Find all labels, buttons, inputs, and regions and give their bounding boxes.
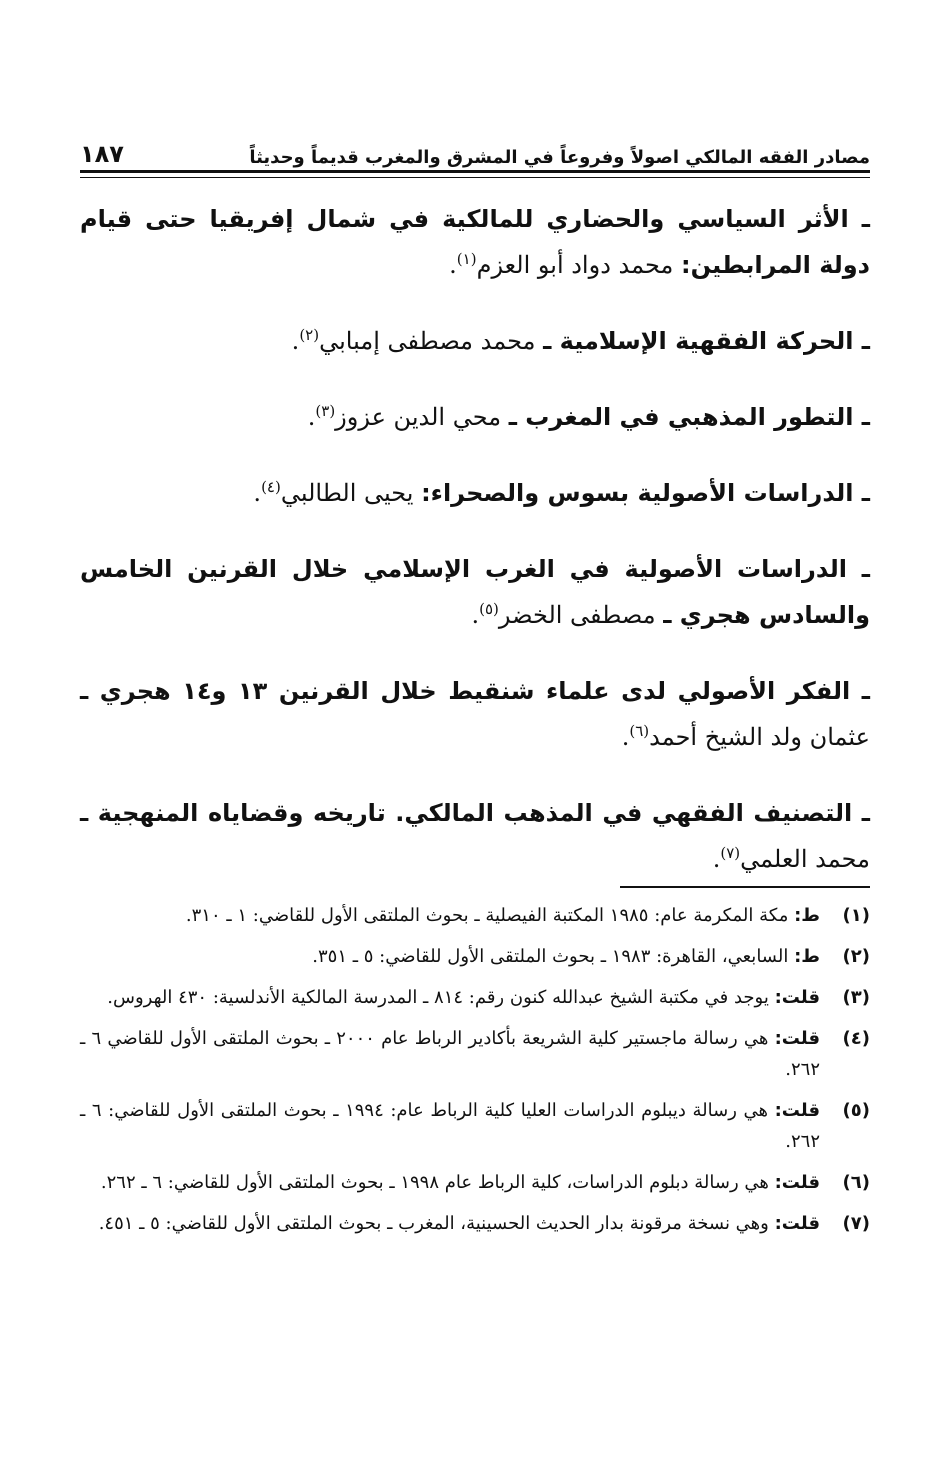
footnote bbox=[80, 1023, 870, 1085]
footnote-number: (٣) bbox=[842, 987, 870, 1008]
bibliography-entry: ـ التصنيف الفقهي في المذهب المالكي. تاريخه وقضاياه المنهجية ـ محمد العلمي$^{(٧)}$. bbox=[80, 799, 870, 873]
footnote-text: هي رسالة دبلوم الدراسات، كلية الرباط عام ١٩٩٨ ـ بحوث الملتقى الأول للقاضي: ٦ ـ ٢٦٢. bbox=[100, 1172, 769, 1193]
entry-author: محي الدين عزوز bbox=[335, 403, 502, 431]
footnote-label: ط: bbox=[794, 946, 820, 967]
footnote-reference[interactable]: (٧) bbox=[720, 844, 741, 862]
footnote bbox=[80, 941, 870, 972]
entry-author: عثمان ولد الشيخ أحمد bbox=[649, 723, 870, 751]
footnote-body bbox=[80, 900, 820, 931]
entry-author: محمد مصطفى إمبابي bbox=[319, 327, 536, 355]
footnote-text: هي رسالة ديبلوم الدراسات العليا كلية الرباط عام: ١٩٩٤ ـ بحوث الملتقى الأول للقاضي: ٦ ـ ٢٦٢. bbox=[80, 1100, 820, 1152]
footnote bbox=[80, 900, 870, 931]
footnote-reference[interactable]: (٦) bbox=[629, 722, 650, 740]
footnote-body bbox=[80, 1167, 820, 1198]
footnote-reference[interactable]: (٥) bbox=[479, 600, 499, 618]
footnote-body bbox=[80, 1023, 820, 1085]
running-title: مصادر الفقه المالكي اصولاً وفروعاً في المشرق والمغرب قديماً وحديثاً bbox=[249, 147, 870, 168]
footnote-number: (٤) bbox=[842, 1028, 870, 1049]
footnote-separator bbox=[620, 886, 870, 888]
bibliography-entry: ـ الفكر الأصولي لدى علماء شنقيط خلال القرنين ١٣ و١٤ هجري ـ عثمان ولد الشيخ أحمد$^{(٦)}$. bbox=[80, 677, 870, 751]
footnote-number: (١) bbox=[842, 905, 870, 926]
footnote-body bbox=[80, 941, 820, 972]
footnote-label: قلت: bbox=[774, 987, 820, 1008]
footnote-text: يوجد في مكتبة الشيخ عبدالله كنون رقم: ٨١٤ ـ المدرسة المالكية الأندلسية: ٤٣٠ الهروس. bbox=[107, 987, 769, 1008]
footnote bbox=[80, 1208, 870, 1239]
entry-author: يحيى الطالبي bbox=[280, 479, 414, 507]
footnote-body bbox=[80, 982, 820, 1013]
bibliography-entry: ـ التطور المذهبي في المغرب ـ محي الدين عزوز$^{(٣)}$. bbox=[307, 402, 870, 431]
footnote-body bbox=[80, 1095, 820, 1157]
footnotes bbox=[80, 900, 870, 1249]
bibliography-entry: ـ الدراسات الأصولية بسوس والصحراء: يحيى الطالبي$^{(٤)}$. bbox=[253, 478, 870, 507]
footnote bbox=[80, 1167, 870, 1198]
footnote-label: ط: bbox=[794, 905, 820, 926]
entry-title: ـ الدراسات الأصولية بسوس والصحراء: bbox=[421, 479, 870, 507]
entry-author: مصطفى الخضر bbox=[498, 601, 656, 629]
footnote bbox=[80, 982, 870, 1013]
footnote-label: قلت: bbox=[774, 1172, 820, 1193]
footnote-text: مكة المكرمة عام: ١٩٨٥ المكتبة الفيصلية ـ بحوث الملتقى الأول للقاضي: ١ ـ ٣١٠. bbox=[185, 905, 789, 926]
entry-title: ـ الأثر السياسي والحضاري للمالكية في شمال إفريقيا حتى قيام دولة المرابطين: bbox=[80, 205, 870, 279]
entry-title: ـ التصنيف الفقهي في المذهب المالكي. تاريخه وقضاياه المنهجية ـ bbox=[80, 799, 870, 827]
entry-author: محمد العلمي bbox=[740, 845, 870, 873]
footnote-text: وهي نسخة مرقونة بدار الحديث الحسينية، المغرب ـ بحوث الملتقى الأول للقاضي: ٥ ـ ٤٥١. bbox=[98, 1213, 769, 1234]
footnote-number: (٢) bbox=[842, 946, 870, 967]
running-header bbox=[80, 128, 870, 168]
entry-title: ـ الفكر الأصولي لدى علماء شنقيط خلال القرنين ١٣ و١٤ هجري ـ bbox=[80, 677, 870, 705]
footnote-label: قلت: bbox=[774, 1028, 820, 1049]
footnote-label: قلت: bbox=[774, 1100, 820, 1121]
footnote-text: هي رسالة ماجستير كلية الشريعة بأكادير الرباط عام ٢٠٠٠ ـ بحوث الملتقى الأول للقاضي ٦ ـ ٢٦٢. bbox=[80, 1028, 820, 1080]
footnote-reference[interactable]: (٤) bbox=[261, 478, 281, 496]
footnote-number: (٧) bbox=[842, 1213, 870, 1234]
footnote-reference[interactable]: (١) bbox=[456, 250, 477, 268]
entry-title: ـ التطور المذهبي في المغرب ـ bbox=[508, 403, 870, 431]
bibliography-entry: ـ الحركة الفقهية الإسلامية ـ محمد مصطفى إمبابي$^{(٢)}$. bbox=[291, 326, 870, 355]
footnote bbox=[80, 1095, 870, 1157]
entry-title: ـ الدراسات الأصولية في الغرب الإسلامي خلال القرنين الخامس والسادس هجري ـ bbox=[80, 555, 870, 629]
footnote-text: السابعي، القاهرة: ١٩٨٣ ـ بحوث الملتقى الأول للقاضي: ٥ ـ ٣٥١. bbox=[312, 946, 789, 967]
page-number: ١٨٧ bbox=[80, 140, 124, 168]
footnote-number: (٥) bbox=[842, 1100, 870, 1121]
header-double-rule bbox=[80, 170, 870, 178]
bibliography-entries bbox=[80, 196, 870, 912]
bibliography-entry: ـ الأثر السياسي والحضاري للمالكية في شمال إفريقيا حتى قيام دولة المرابطين: محمد دواد أبو العزم$^{(١)}$. bbox=[80, 205, 870, 279]
bibliography-entry: ـ الدراسات الأصولية في الغرب الإسلامي خلال القرنين الخامس والسادس هجري ـ مصطفى الخضر$^{(٥)}$. bbox=[80, 555, 870, 629]
footnote-label: قلت: bbox=[774, 1213, 820, 1234]
footnote-number: (٦) bbox=[842, 1172, 870, 1193]
entry-title: ـ الحركة الفقهية الإسلامية ـ bbox=[543, 327, 870, 355]
footnote-reference[interactable]: (٢) bbox=[299, 326, 320, 344]
entry-author: محمد دواد أبو العزم bbox=[476, 251, 674, 279]
footnote-reference[interactable]: (٣) bbox=[315, 402, 336, 420]
footnote-body bbox=[80, 1208, 820, 1239]
